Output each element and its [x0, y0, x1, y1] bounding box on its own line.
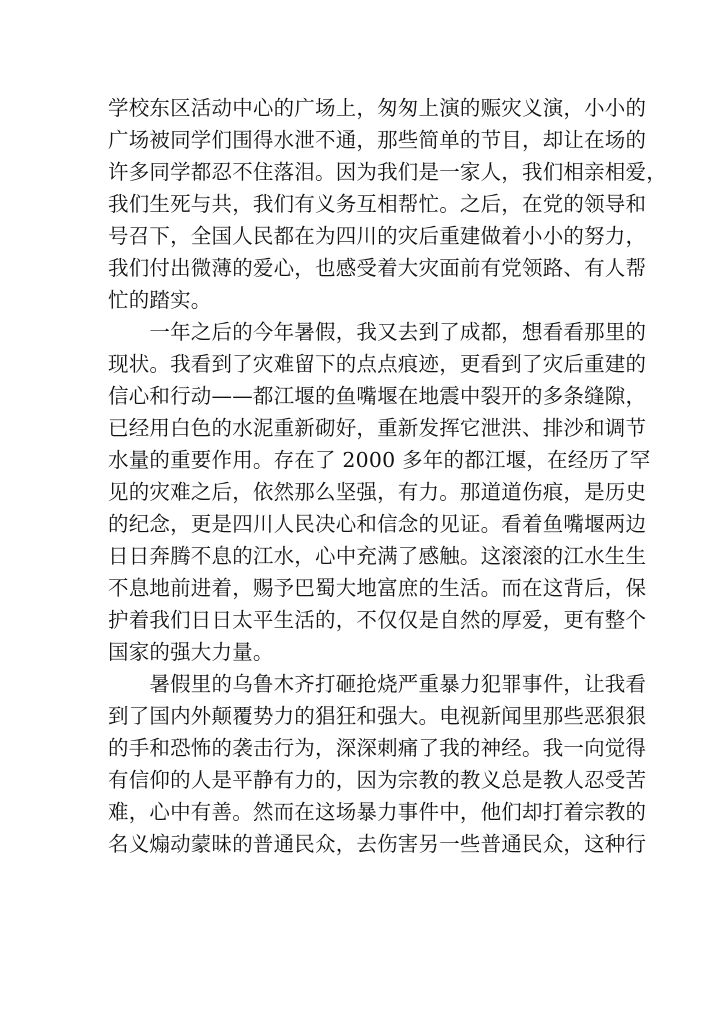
text-line: 名义煽动蒙昧的普通民众，去伤害另一些普通民众，这种行: [108, 832, 647, 856]
text-line: 暑假里的乌鲁木齐打砸抢烧严重暴力犯罪事件，让我看: [108, 672, 647, 696]
text-line: 不息地前进着，赐予巴蜀大地富庶的生活。而在这背后，保: [108, 576, 647, 600]
text-line: 号召下，全国人民都在为四川的灾后重建做着小小的努力，: [108, 224, 647, 248]
text-line: 许多同学都忍不住落泪。因为我们是一家人，我们相亲相爱，: [108, 160, 667, 184]
text-line: 难，心中有善。然而在这场暴力事件中，他们却打着宗教的: [108, 800, 647, 824]
text-line: 护着我们日日太平生活的，不仅仅是自然的厚爱，更有整个: [108, 608, 647, 632]
text-line: 到了国内外颠覆势力的猖狂和强大。电视新闻里那些恶狠狠: [108, 704, 647, 728]
text-line: 一年之后的今年暑假，我又去到了成都，想看看那里的: [108, 320, 647, 344]
text-line: 的纪念，更是四川人民决心和信念的见证。看着鱼嘴堰两边: [108, 512, 647, 536]
text-line: 日日奔腾不息的江水，心中充满了感触。这滚滚的江水生生: [108, 544, 647, 568]
text-line: 国家的强大力量。: [108, 640, 274, 664]
text-line: 水量的重要作用。存在了 2000 多年的都江堰，在经历了罕: [108, 448, 651, 472]
text-line: 已经用白色的水泥重新砌好，重新发挥它泄洪、排沙和调节: [108, 416, 647, 440]
text-line: 见的灾难之后，依然那么坚强，有力。那道道伤痕，是历史: [108, 480, 647, 504]
text-line: 忙的踏实。: [108, 288, 212, 312]
text-line: 学校东区活动中心的广场上，匆匆上演的赈灾义演，小小的: [108, 96, 647, 120]
text-line: 我们付出微薄的爱心，也感受着大灾面前有党领路、有人帮: [108, 256, 647, 280]
text-line: 信心和行动——都江堰的鱼嘴堰在地震中裂开的多条缝隙，: [108, 384, 647, 408]
text-line: 的手和恐怖的袭击行为，深深刺痛了我的神经。我一向觉得: [108, 736, 647, 760]
text-line: 我们生死与共，我们有义务互相帮忙。之后，在党的领导和: [108, 192, 647, 216]
text-line: 有信仰的人是平静有力的，因为宗教的教义总是教人忍受苦: [108, 768, 647, 792]
body-text: [108, 92, 667, 860]
text-line: 现状。我看到了灾难留下的点点痕迹，更看到了灾后重建的: [108, 352, 647, 376]
text-line: 广场被同学们围得水泄不通，那些简单的节目，却让在场的: [108, 128, 647, 152]
